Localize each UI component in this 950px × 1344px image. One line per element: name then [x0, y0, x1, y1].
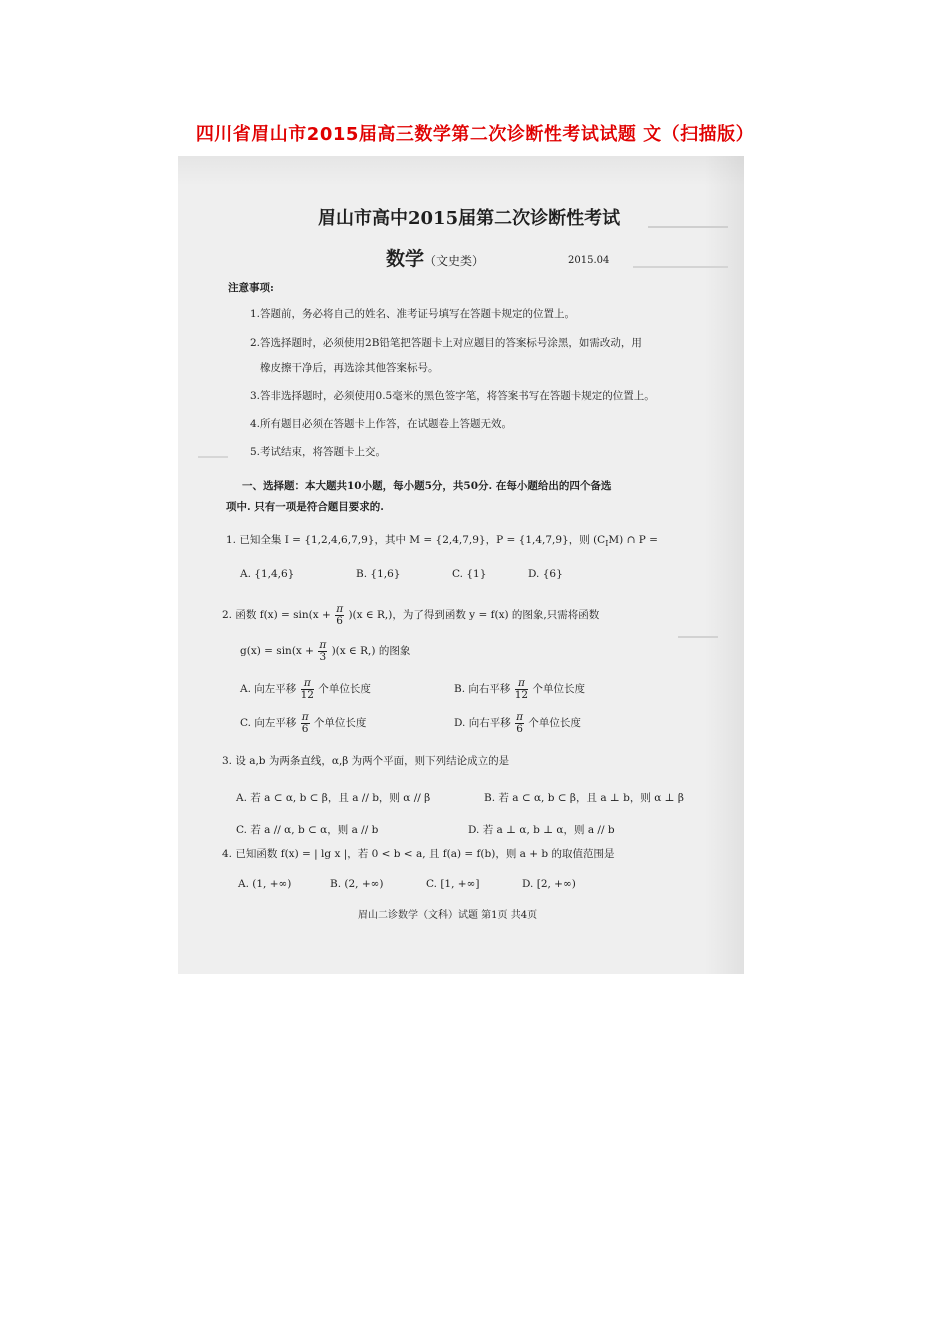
q2-option-c: C. 向左平移 $\frac{\pi}{6}$ 个单位长度 — [240, 711, 367, 735]
fraction-pi-over-3: $\frac{\pi}{3}$ — [319, 639, 327, 663]
bleed-through-mark — [648, 226, 728, 228]
q1-option-b: B. {1,6} — [356, 568, 401, 580]
bleed-through-mark — [678, 636, 718, 638]
exam-date: 2015.04 — [568, 255, 610, 266]
page-footer: 眉山二诊数学（文科）试题 第1页 共4页 — [358, 910, 538, 921]
question-3: 3. 设 a,b 为两条直线，α,β 为两个平面，则下列结论成立的是 — [222, 755, 510, 767]
question-1-text-tail: M) ∩ P = — [608, 534, 658, 546]
notice-title: 注意事项: — [228, 282, 274, 294]
q2-option-a: A. 向左平移 $\frac{\pi}{12}$ 个单位长度 — [240, 677, 371, 701]
question-4: 4. 已知函数 f(x) = | lg x |，若 0 < b < a, 且 f(a) = f(b)，则 a + b 的取值范围是 — [222, 848, 615, 860]
question-2 — [222, 604, 599, 626]
q3-option-b: B. 若 a ⊂ α, b ⊂ β，且 a ⊥ b，则 α ⊥ β — [484, 792, 684, 804]
q1-option-c: C. {1} — [452, 568, 487, 580]
document-heading: 四川省眉山市2015届高三数学第二次诊断性考试试题 文（扫描版） — [195, 124, 755, 145]
bleed-through-mark — [198, 456, 228, 458]
question-2-g — [240, 640, 410, 662]
q1-option-a: A. {1,4,6} — [240, 568, 295, 580]
scanned-exam-page — [178, 156, 744, 974]
q3-option-c: C. 若 a // α, b ⊂ α，则 a // b — [236, 824, 379, 836]
section-heading-line2: 项中. 只有一项是符合题目要求的. — [226, 501, 384, 513]
fraction-pi-over-6: $\frac{\pi}{6}$ — [336, 603, 344, 627]
q4-option-d: D. [2, +∞) — [522, 878, 576, 890]
q3-option-d: D. 若 a ⊥ α, b ⊥ α，则 a // b — [468, 824, 615, 836]
q4-option-c: C. [1, +∞] — [426, 878, 480, 890]
exam-subject — [386, 244, 484, 271]
bleed-through-mark — [633, 266, 728, 268]
question-1-text: 1. 已知全集 I = {1,2,4,6,7,9}，其中 M = {2,4,7,9}，P = {1,4,7,9}，则 (C — [226, 534, 606, 546]
subject-name: 数学 — [386, 248, 425, 270]
notice-item: 4.所有题目必须在答题卡上作答，在试题卷上答题无效。 — [250, 418, 513, 430]
question-2-prefix: 2. 函数 f(x) = sin(x + — [222, 609, 331, 621]
question-1 — [226, 532, 658, 548]
scan-shadow-right — [704, 156, 744, 974]
q3-option-a: A. 若 a ⊂ α, b ⊂ β，且 a // b，则 α // β — [236, 792, 431, 804]
notice-item: 橡皮擦干净后，再选涂其他答案标号。 — [260, 362, 439, 374]
question-2-g-prefix: g(x) = sin(x + — [240, 645, 314, 657]
q4-option-a: A. (1, +∞) — [238, 878, 292, 890]
question-2-g-tail: )(x ∈ R,) 的图象 — [331, 645, 411, 657]
subject-type: （文史类） — [424, 254, 485, 268]
scan-shadow-top — [178, 156, 744, 186]
question-1-subscript: I — [605, 539, 609, 549]
section-heading-line1: 一、选择题：本大题共10小题，每小题5分，共50分. 在每小题给出的四个备选 — [242, 480, 612, 492]
q4-option-b: B. (2, +∞) — [330, 878, 384, 890]
q2-option-d: D. 向右平移 $\frac{\pi}{6}$ 个单位长度 — [454, 711, 581, 735]
question-2-middle: )(x ∈ R,)，为了得到函数 y = f(x) 的图象,只需将函数 — [348, 609, 600, 621]
notice-item: 1.答题前，务必将自己的姓名、准考证号填写在答题卡规定的位置上。 — [250, 308, 576, 320]
notice-item: 2.答选择题时，必须使用2B铅笔把答题卡上对应题目的答案标号涂黑，如需改动，用 — [250, 337, 642, 349]
exam-title: 眉山市高中2015届第二次诊断性考试 — [318, 208, 621, 229]
q1-option-d: D. {6} — [528, 568, 563, 580]
q2-option-b: B. 向右平移 $\frac{\pi}{12}$ 个单位长度 — [454, 677, 585, 701]
notice-item: 5.考试结束，将答题卡上交。 — [250, 446, 387, 458]
notice-item: 3.答非选择题时，必须使用0.5毫米的黑色签字笔，将答案书写在答题卡规定的位置上。 — [250, 390, 655, 402]
